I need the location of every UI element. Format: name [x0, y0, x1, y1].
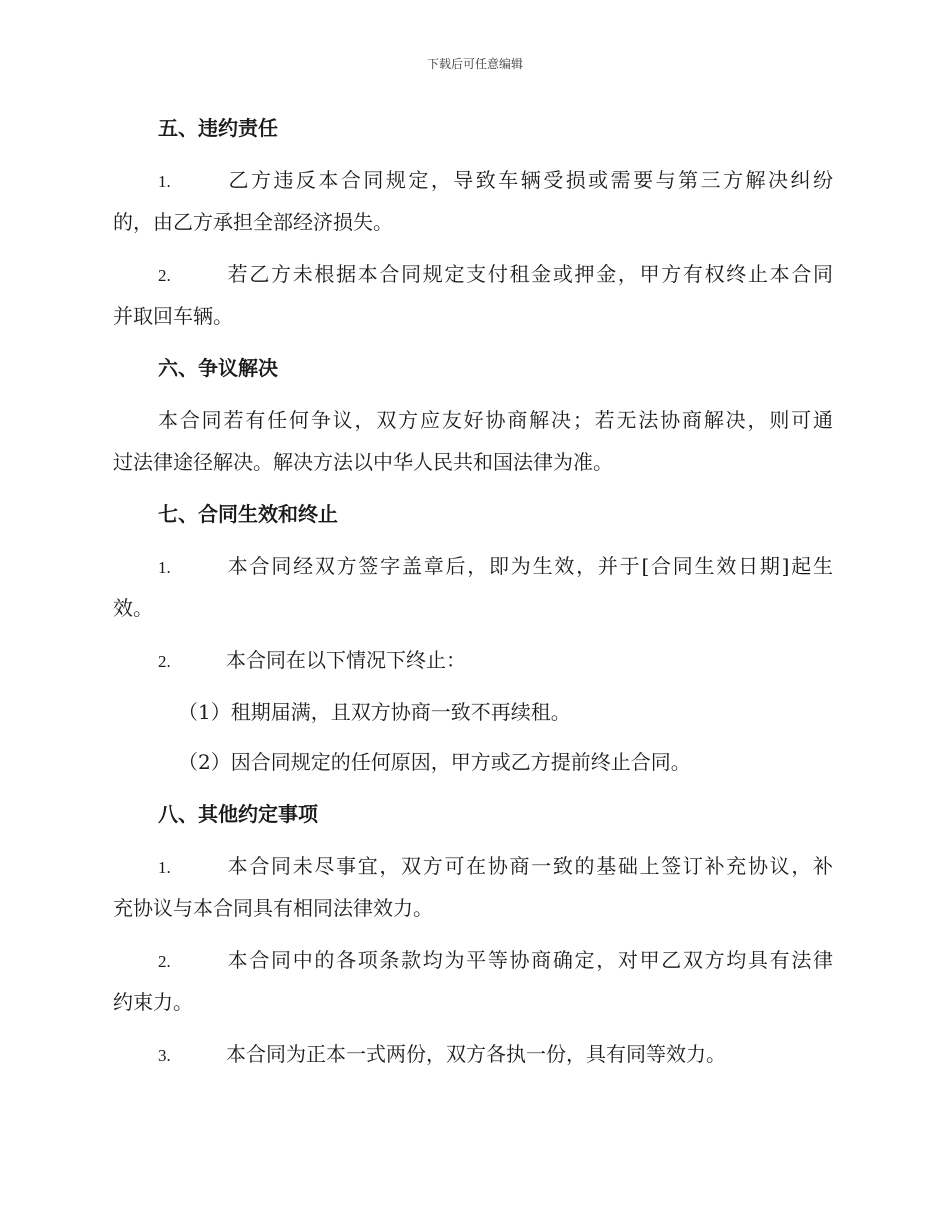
- clause-5-2-line-2: 并取回车辆。: [113, 304, 233, 328]
- clause-number: 2.: [158, 952, 171, 971]
- clause-number: 1.: [158, 172, 171, 191]
- clause-7-2-sub-1: （1）租期届满，且双方协商一致不再续租。: [178, 700, 571, 724]
- clause-8-1-line-1: [158, 852, 833, 882]
- header-note: 下载后可任意编辑: [426, 57, 523, 71]
- clause-8-2-line-2: 约束力。: [113, 990, 193, 1014]
- clause-7-2: [158, 646, 878, 676]
- section-heading-6: 六、争议解决: [158, 356, 278, 380]
- clause-text: 若乙方未根据本合同规定支付租金或押金，甲方有权终止本合同: [226, 262, 833, 286]
- paragraph-6-line-2: 过法律途径解决。解决方法以中华人民共和国法律为准。: [113, 450, 613, 474]
- clause-number: 1.: [158, 858, 171, 877]
- clause-8-3: [158, 1040, 878, 1070]
- clause-7-1-line-2: 效。: [113, 596, 153, 620]
- clause-7-2-sub-2: （2）因合同规定的任何原因，甲方或乙方提前终止合同。: [178, 750, 691, 774]
- clause-text: 本合同未尽事宜，双方可在协商一致的基础上签订补充协议，补: [226, 854, 833, 878]
- section-heading-8: 八、其他约定事项: [158, 802, 318, 826]
- clause-8-2-line-1: [158, 946, 833, 976]
- clause-number: 3.: [158, 1046, 171, 1065]
- clause-number: 1.: [158, 558, 171, 577]
- clause-number: 2.: [158, 266, 171, 285]
- clause-text: 本合同中的各项条款均为平等协商确定，对甲乙双方均具有法律: [226, 948, 833, 972]
- clause-text: 本合同为正本一式两份，双方各执一份，具有同等效力。: [226, 1042, 726, 1066]
- section-heading-5: 五、违约责任: [158, 116, 278, 140]
- paragraph-6-line-1: 本合同若有任何争议，双方应友好协商解决；若无法协商解决，则可通: [158, 408, 833, 432]
- clause-text: 本合同在以下情况下终止：: [226, 648, 466, 672]
- clause-8-1-line-2: 充协议与本合同具有相同法律效力。: [113, 896, 433, 920]
- clause-5-1-line-1: [158, 166, 833, 196]
- section-heading-7: 七、合同生效和终止: [158, 502, 338, 526]
- clause-text: 乙方违反本合同规定，导致车辆受损或需要与第三方解决纠纷: [226, 168, 833, 192]
- clause-5-1-line-2: 的，由乙方承担全部经济损失。: [113, 210, 393, 234]
- clause-text: 本合同经双方签字盖章后，即为生效，并于[合同生效日期]起生: [226, 554, 833, 578]
- clause-number: 2.: [158, 652, 171, 671]
- clause-7-1-line-1: [158, 552, 833, 582]
- clause-5-2-line-1: [158, 260, 833, 290]
